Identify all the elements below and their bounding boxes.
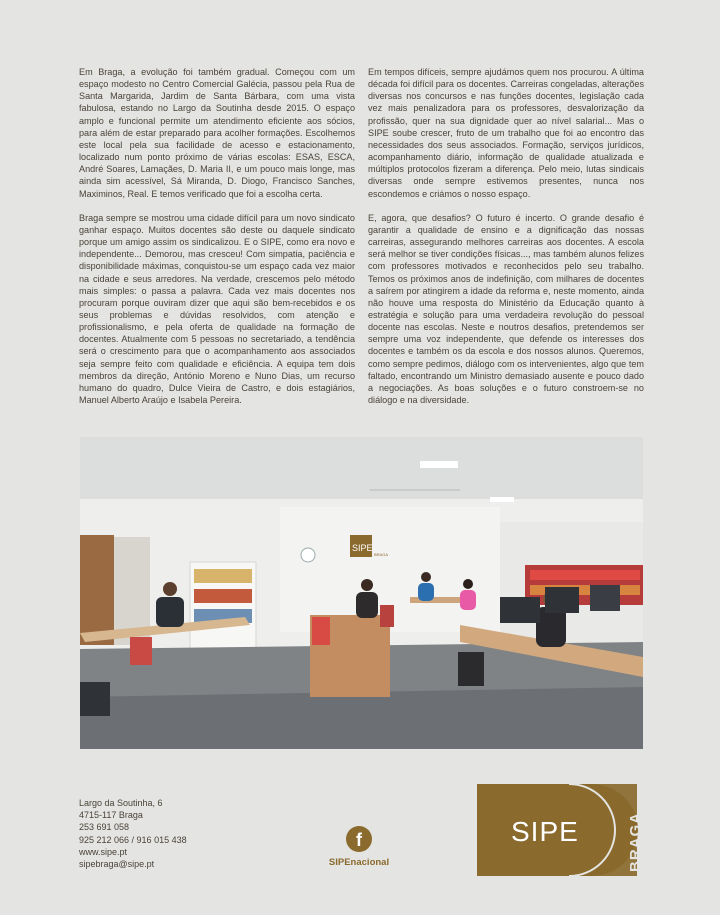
facebook-label: SIPEnacional: [328, 857, 390, 868]
email-link[interactable]: sipebraga@sipe.pt: [79, 859, 155, 870]
article-paragraph: Em tempos difíceis, sempre ajudámos quem nos procurou. A última década foi difícil para os docentes. Carreiras congeladas, alterações diversas nos concursos e nas funções docentes, legislação cada vez mais penalizadora para os professores, desvalorização da profissão, quer na sua dignidade quer ao nível salarial... Mas o SIPE soube crescer, fruto de um trabalho que foi ao encontro das necessidades dos seus associados. Formação, serviços jurídicos, acompanhamento diário, informação de qualidade atualizada e múltiplos protocolos fizeram a diferença. Pelo meio, lutas sindicais diversas onde sempre estivemos presentes, nunca nos escondemos e criámos o nosso espaço.: [368, 67, 645, 199]
desk: [410, 597, 465, 603]
logo-name: SIPE: [511, 816, 579, 847]
address-line: Largo da Soutinha, 6: [79, 798, 163, 808]
article-column-left: [79, 66, 355, 418]
logo-city: BRAGA: [627, 812, 644, 872]
monitor: [545, 587, 579, 613]
wall-sign: SIPE: [352, 543, 373, 553]
article-column-right: [368, 66, 644, 418]
facebook-link[interactable]: [319, 826, 399, 868]
contact-info: [79, 797, 187, 870]
chair: [380, 605, 394, 627]
monitor: [500, 597, 540, 623]
wall-sign-sub: BRAGA: [374, 552, 389, 557]
postal-code: 4715-117 Braga: [79, 810, 143, 821]
website-link[interactable]: www.sipe.pt: [79, 846, 128, 857]
phone-number: 253 691 058: [79, 822, 130, 833]
facebook-icon: f: [346, 826, 372, 852]
monitor: [590, 585, 620, 611]
waste-bin: [80, 682, 110, 716]
article-paragraph: Braga sempre se mostrou uma cidade difícil para um novo sindicato ganhar espaço. Muitos docentes são deste ou daquele sindicato porque um amigo assim os sindicalizou. E o SIPE, como era novo e independente... Demorou, mas cresceu! Com simpatia, paciência e disponibilidade máximas, conquistou-se um espaço cada vez maior na cidade e seus arredores. Na verdade, crescemos pelo método mais simples: o passa a palavra. Cada vez mais docentes nos procuram porque ouviram dizer que aqui são bem-recebidos e os seus problemas e dúvidas resolvidos, com atenção e profissionalismo, e pela oferta de qualidade na formação de docentes. Atualmente com 5 pessoas no secretariado, a tendência será o crescimento para que o acompanhamento aos associados seja sempre feito com qualidade e eficiência. A equipa tem dois membros da direção, António Moreno e Nuno Dias, um recurso humano do quadro, Dulce Vieira de Castro, e dois estagiários, Manuel Alberto Araújo e Isabela Pereira.: [79, 212, 355, 406]
mobile-numbers: 925 212 066 / 916 015 438: [79, 834, 187, 845]
chair: [458, 652, 484, 686]
chair: [312, 617, 330, 645]
wall-clock: [301, 548, 315, 562]
sipe-braga-logo: [477, 784, 645, 876]
chair: [130, 637, 152, 665]
article-paragraph: Em Braga, a evolução foi também gradual. Começou com um espaço modesto no Centro Comercial Galécia, passou pela Rua de Santa Margarida, Jardim de Santa Bárbara, com uma vista fabulosa, estando no Largo da Soutinha desde 2015. O espaço amplo e funcional permite um atendimento eficiente aos sócios, para além de estar preparado para acolher formações. Escolhemos este local pela sua facilidade de acesso e estacionamento, localizado num ponto próximo de várias escolas: ESAS, ESCA, André Soares, Lamaçães, D. Maria II, e um pouco mais longe, mas ainda sim acessível, Sá Miranda, D. Diogo, Francisco Sanches, Maximinos, Real. E temos verificado que foi a escolha certa.: [79, 67, 355, 199]
article-paragraph: E, agora, que desafios? O futuro é incerto. O grande desafio é garantir a qualidade de ensino e a dignificação das nossas carreiras, assegurando melhores carreiras aos docentes. A escola será melhor se tiver condições físicas..., mas também alunos felizes com professores motivados e reconhecidos pelo seu trabalho. Temos os próximos anos de indefinição, com milhares de docentes a saírem por atingirem a idade da reforma e, neste momento, ainda não houve uma resposta do Ministério da Educação quanto à estratégia e solução para uma verdadeira revolução do pessoal docente nas escolas. Neste e noutros desafios, pretendemos ser sempre uma voz independente, que defende os interesses dos docentes e também os da escola e dos nossos alunos. Queremos, como sempre pedimos, diálogo com os intervenientes, algo que tem faltado, encontrando um Ministro demasiado ausente e pouco dado a negociações. As boas soluções e o futuro constroem-se no diálogo e na diversidade.: [368, 212, 644, 406]
office-photo: [80, 437, 643, 749]
ceiling-light: [490, 497, 514, 502]
ceiling-light: [420, 461, 458, 468]
